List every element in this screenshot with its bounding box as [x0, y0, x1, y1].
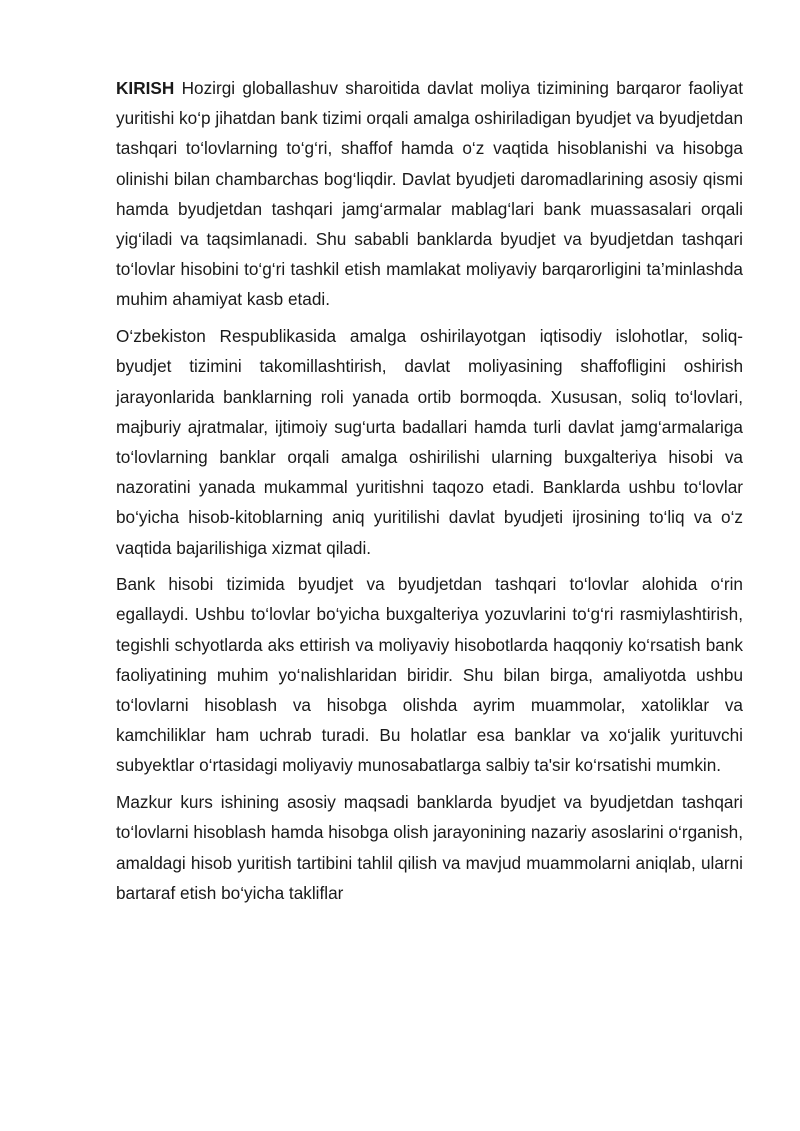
document-body — [116, 73, 743, 914]
paragraph-introduction — [116, 73, 743, 315]
paragraph-accounting: Bank hisobi tizimida byudjet va byudjetdan tashqari to‘lovlar alohida o‘rin egallaydi. Ushbu to‘lovlar bo‘yicha buxgalteriya yozuvlarini to‘g‘ri rasmiylashtirish, tegishli schyotlarda aks ettirish va moliyaviy hisobotlarda haqqoniy ko‘rsatish bank faoliyatining muhim yo‘nalishlaridan biridir. Shu bilan birga, amaliyotda ushbu to‘lovlarni hisoblash va hisobga olishda ayrim muammolar, xatoliklar va kamchiliklar ham uchrab turadi. Bu holatlar esa banklar va xo‘jalik yurituvchi subyektlar o‘rtasidagi moliyaviy munosabatlarga salbiy ta'sir ko‘rsatishi mumkin. — [116, 574, 743, 776]
paragraph-reforms: O‘zbekiston Respublikasida amalga oshirilayotgan iqtisodiy islohotlar, soliq-byudjet tizimini takomillashtirish, davlat moliyasining shaffofligini oshirish jarayonlarida banklarning roli yanada ortib bormoqda. Xususan, soliq to‘lovlari, majburiy ajratmalar, ijtimoiy sug‘urta badallari hamda turli davlat jamg‘armalariga to‘lovlarning banklar orqali amalga oshirilishi ularning buxgalteriya hisobi va nazoratini yanada mukammal yuritishni taqozo etadi. Banklarda ushbu to‘lovlar bo‘yicha hisob-kitoblarning aniq yuritilishi davlat byudjeti ijrosining to‘liq va o‘z vaqtida bajarilishiga xizmat qiladi. — [116, 326, 743, 558]
paragraph-text: Hozirgi globallashuv sharoitida davlat moliya tizimining barqaror faoliyat yuritishi ko‘p jihatdan bank tizimi orqali amalga oshiriladigan byudjet va byudjetdan tashqari to‘lovlarning to‘g‘ri, shaffof hamda o‘z vaqtida hisoblanishi va hisobga olinishi bilan chambarchas bog‘liqdir. Davlat byudjeti daromadlarining asosiy qismi hamda byudjetdan tashqari jamg‘armalar mablag‘lari bank muassasalari orqali yig‘iladi va taqsimlanadi. Shu sababli banklarda byudjet va byudjetdan tashqari to‘lovlar hisobini to‘g‘ri tashkil etish mamlakat moliyaviy barqarorligini ta’minlashda muhim ahamiyat kasb etadi. — [116, 78, 743, 310]
paragraph-purpose: Mazkur kurs ishining asosiy maqsadi banklarda byudjet va byudjetdan tashqari to‘lovlarni hisoblash hamda hisobga olish jarayonining nazariy asoslarini o‘rganish, amaldagi hisob yuritish tartibini tahlil qilish va mavjud muammolarni aniqlab, ularni bartaraf etish bo‘yicha takliflar — [116, 792, 743, 903]
section-heading: KIRISH — [116, 78, 175, 98]
